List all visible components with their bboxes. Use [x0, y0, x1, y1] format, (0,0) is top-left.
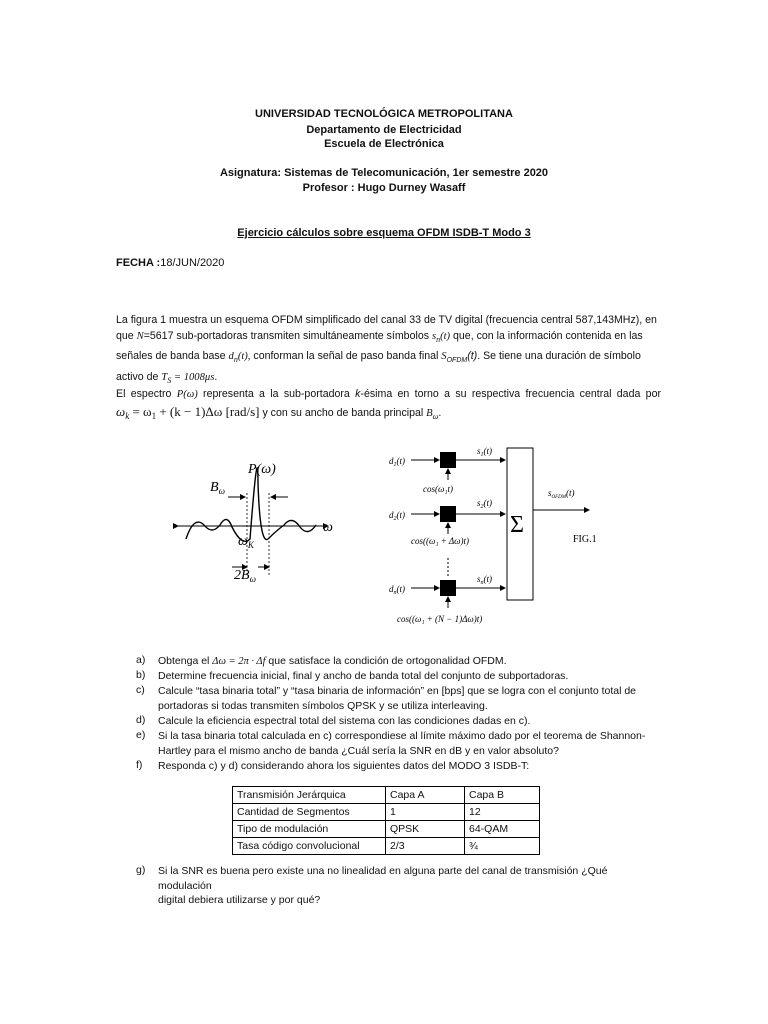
table-header-row — [233, 787, 540, 804]
table-cell: 1 — [386, 804, 465, 821]
question-b: Determine frecuencia inicial, final y ancho de banda total del conjunto de subportadoras. — [158, 670, 569, 682]
question-label: b) — [136, 669, 146, 681]
question-c: Calcule “tasa binaria total” y “tasa binaria de información” en [bps] que se logra con el conjunto total de portadoras si todas transmiten símbolos QPSK y se utiliza interleaving. — [158, 685, 637, 712]
table-header-cell: Capa A — [386, 787, 465, 804]
course-line: Asignatura: Sistemas de Telecomunicación, 1er semestre 2020 — [219, 167, 549, 179]
table-cell: Tipo de modulación — [233, 821, 386, 838]
table-row — [233, 838, 540, 855]
table-cell: 2/3 — [386, 838, 465, 855]
omega-axis-label: ω — [323, 520, 333, 535]
summation-symbol: Σ — [510, 512, 524, 538]
table-cell: 12 — [465, 804, 540, 821]
question-e: Si la tasa binaria total calculada en c) correspondiese al límite máximo dado por el teorema de Shannon- Hartley para el mismo ancho de banda ¿Cuál sería la SNR en dB y en valor absoluto? — [158, 730, 646, 757]
school-name: Escuela de Electrónica — [324, 138, 444, 150]
question-label: e) — [136, 729, 146, 741]
s1-label: $s_1(t)$ — [477, 446, 493, 458]
date-label: FECHA : — [116, 257, 161, 269]
table-cell: ¾ — [465, 838, 540, 855]
intro-line: que N=5617 sub-portadoras transmiten simultáneamente símbolos $s_n(t)$ que, con la información contenida en las — [116, 330, 643, 345]
isdb-t-mode3-table — [232, 786, 540, 855]
university-name: UNIVERSIDAD TECNOLÓGICA METROPOLITANA — [255, 108, 513, 120]
intro-paragraph-1 — [116, 312, 661, 389]
table-header-cell: Transmisión Jerárquica — [233, 787, 386, 804]
fig-label: FIG.1 — [573, 534, 597, 545]
table-header-cell: Capa B — [465, 787, 540, 804]
date-line — [116, 256, 224, 271]
sinc-curve — [186, 468, 316, 541]
mixer-block-2 — [440, 506, 456, 522]
date-value: 18/JUN/2020 — [160, 257, 225, 269]
two-b-omega-label: $2B_\omega$ — [234, 568, 256, 584]
s2-label: $s_2(t)$ — [477, 498, 493, 510]
spectrum-figure — [170, 455, 345, 590]
cos2-label: cos((ω₁ + Δω)t) — [411, 536, 470, 546]
intro-line: señales de banda base $d_n(t)$, conforman la señal de paso banda final $S_{OFDM}(t)$. Se tiene una duración de símbolo — [116, 350, 641, 365]
mixer-block-n — [440, 580, 456, 596]
intro-paragraph-2 — [116, 386, 661, 425]
question-label: f) — [136, 759, 143, 771]
question-g: Si la SNR es buena pero existe una no linealidad en alguna parte del canal de transmisión ¿Qué modulación digital debiera utilizarse y por qué? — [158, 865, 608, 907]
table-row — [233, 804, 540, 821]
dn-label: $d_n(t)$ — [389, 584, 405, 596]
table-cell: 64-QAM — [465, 821, 540, 838]
mixer-block-1 — [440, 452, 456, 468]
cosn-label: cos((ω₁ + (N − 1)Δω)t) — [397, 614, 483, 624]
sofdm-label: $s_{OFDM}(t)$ — [548, 488, 575, 500]
intro-line: La figura 1 muestra un esquema OFDM simplificado del canal 33 de TV digital (frecuencia central 587,143MHz), en — [116, 314, 657, 326]
d2-label: $d_2(t)$ — [389, 510, 405, 522]
question-label: c) — [136, 684, 145, 696]
ofdm-block-diagram — [385, 440, 645, 635]
question-label: a) — [136, 654, 146, 666]
intro-line: $\omega_k = \omega_1 + (k - 1)\Delta\omega$ [rad/s] y con su ancho de banda principal $B_\omega$. — [116, 404, 442, 422]
question-f: Responda c) y d) considerando ahora los siguientes datos del MODO 3 ISDB-T: — [158, 760, 530, 772]
intro-line: El espectro P(ω) representa a la sub-portadora k-ésima en torno a su respectiva frecuencia central dada por — [116, 388, 661, 400]
department-name: Departamento de Electricidad — [306, 124, 462, 136]
cos1-label: cos(ω₁t) — [423, 484, 453, 494]
professor-line: Profesor : Hugo Durney Wasaff — [302, 182, 466, 194]
p-omega-label: P(ω) — [248, 462, 276, 477]
b-omega-label: $B_\omega$ — [210, 480, 225, 496]
question-label: d) — [136, 714, 146, 726]
intro-line: activo de $T_S = 1008\mu s$. — [116, 371, 218, 386]
table-cell: Tasa código convolucional — [233, 838, 386, 855]
question-label: g) — [136, 864, 146, 876]
d1-label: $d_1(t)$ — [389, 456, 405, 468]
table-cell: QPSK — [386, 821, 465, 838]
exercise-title: Ejercicio cálculos sobre esquema OFDM ISDB-T Modo 3 — [237, 227, 531, 239]
omega-k-label: $\omega_K$ — [238, 534, 254, 550]
question-a: Obtenga el Δω = 2π · Δf que satisface la condición de ortogonalidad OFDM. — [158, 655, 507, 667]
table-cell: Cantidad de Segmentos — [233, 804, 386, 821]
sn-label: $s_n(t)$ — [477, 574, 493, 586]
question-d: Calcule la eficiencia espectral total del sistema con las condiciones dadas en c). — [158, 715, 531, 727]
table-row — [233, 821, 540, 838]
